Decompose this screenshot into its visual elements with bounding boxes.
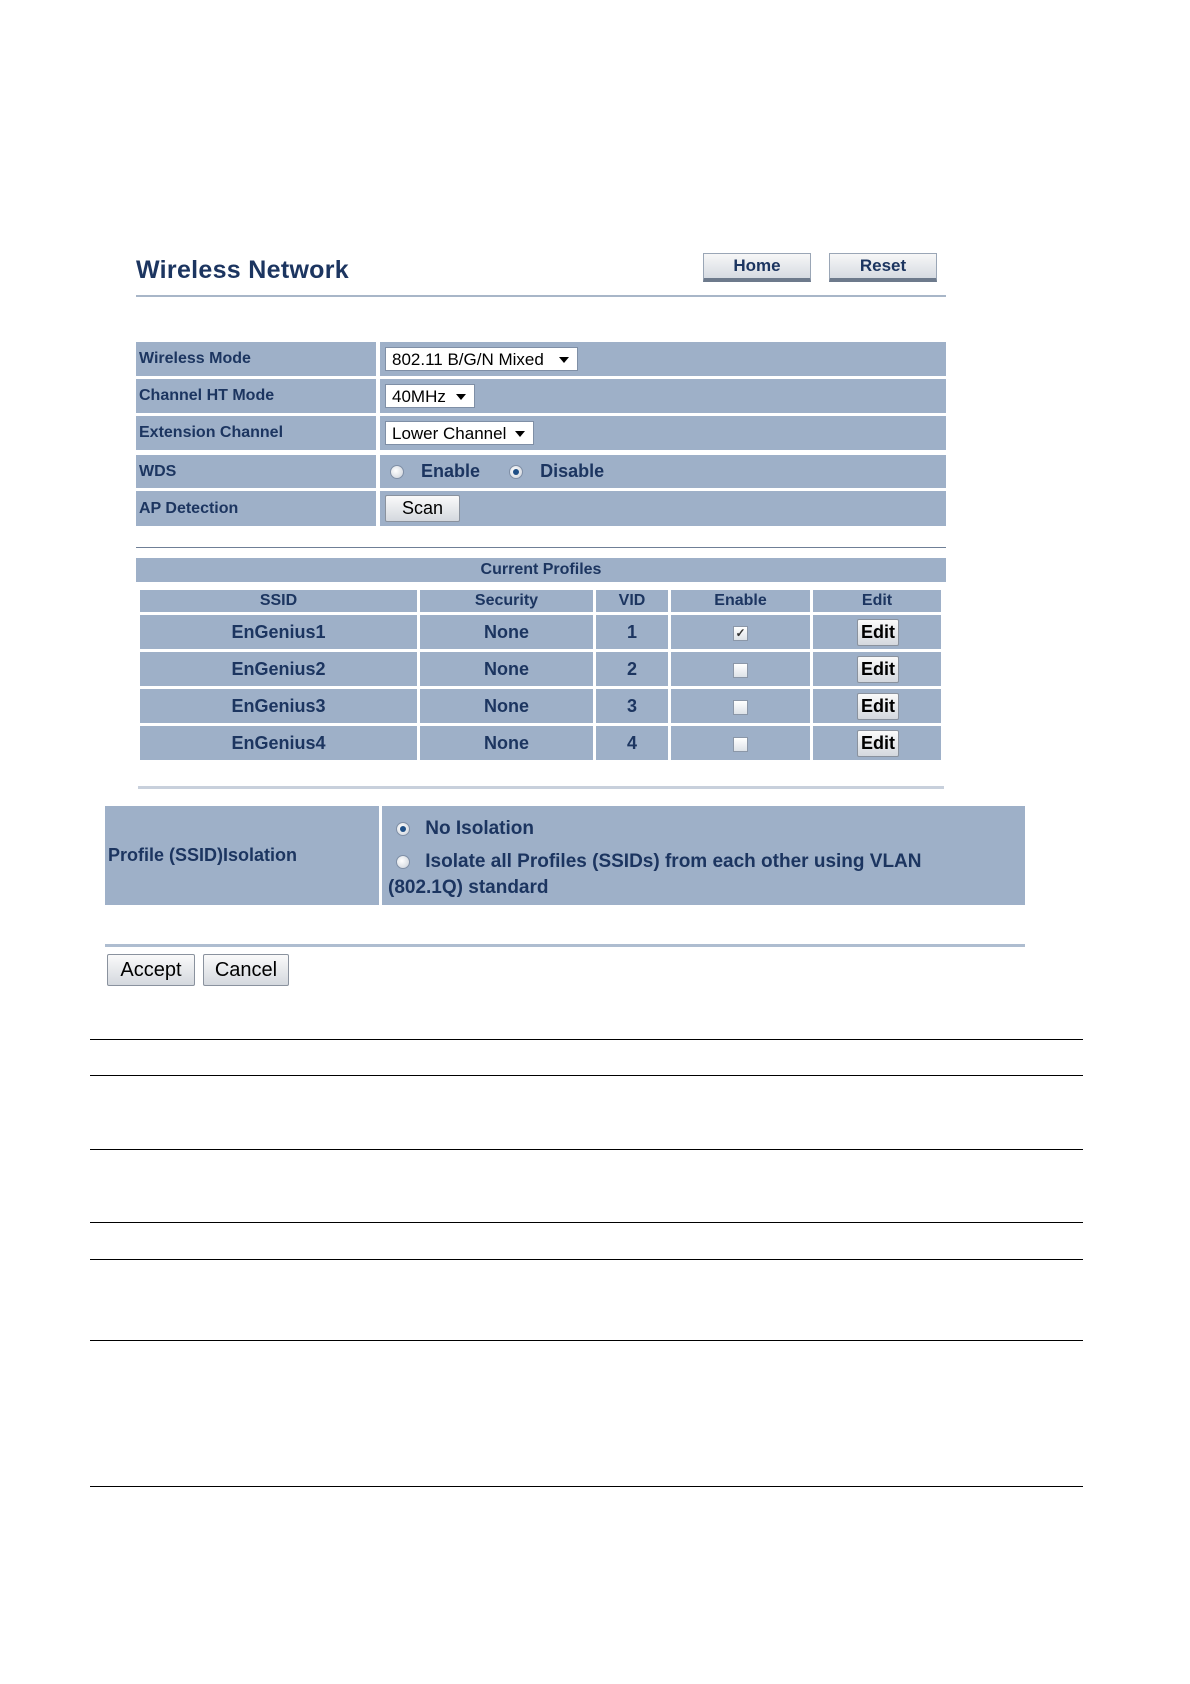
wds-label: WDS: [136, 455, 376, 488]
extension-channel-cell: [380, 416, 946, 450]
wds-enable-radio[interactable]: [390, 465, 404, 479]
ap-detection-label: AP Detection: [136, 491, 376, 526]
profile-vid: 2: [596, 652, 668, 686]
document-rule: [90, 1486, 1083, 1487]
divider: [138, 786, 944, 789]
column-header-ssid: SSID: [140, 590, 417, 612]
profile-ssid: EnGenius4: [140, 726, 417, 760]
profile-edit-cell: [813, 652, 941, 686]
profile-ssid: EnGenius2: [140, 652, 417, 686]
document-rule: [90, 1222, 1083, 1223]
wds-disable-label: Disable: [540, 461, 605, 481]
profile-enable-checkbox[interactable]: [733, 663, 748, 678]
isolation-option-none: [396, 816, 534, 842]
page-title: Wireless Network: [136, 256, 349, 284]
profile-security: None: [420, 689, 593, 723]
profiles-title: Current Profiles: [136, 558, 946, 582]
document-rule: [90, 1149, 1083, 1150]
header-divider: [136, 295, 946, 297]
no-isolation-label: No Isolation: [425, 818, 535, 839]
document-rule: [90, 1340, 1083, 1341]
wireless-mode-cell: [380, 342, 946, 376]
profile-edit-button[interactable]: Edit: [857, 730, 899, 757]
profile-enable-cell: [671, 652, 810, 686]
profile-edit-cell: [813, 726, 941, 760]
profile-enable-checkbox[interactable]: ✓: [733, 626, 748, 641]
isolate-profiles-radio[interactable]: [396, 855, 410, 869]
profile-vid: 4: [596, 726, 668, 760]
profile-ssid: EnGenius3: [140, 689, 417, 723]
document-rule: [90, 1075, 1083, 1076]
wireless-mode-label: Wireless Mode: [136, 342, 376, 376]
chevron-down-icon: [559, 357, 569, 363]
profile-edit-button[interactable]: Edit: [857, 619, 899, 646]
profile-edit-cell: [813, 615, 941, 649]
profile-enable-cell: [671, 689, 810, 723]
column-header-security: Security: [420, 590, 593, 612]
column-header-edit: Edit: [813, 590, 941, 612]
profile-security: None: [420, 652, 593, 686]
isolation-option-vlan: [396, 849, 922, 875]
isolation-label: Profile (SSID)Isolation: [105, 806, 379, 905]
profile-vid: 3: [596, 689, 668, 723]
profile-enable-cell: [671, 615, 810, 649]
isolate-profiles-label-line1: Isolate all Profiles (SSIDs) from each other using VLAN: [425, 851, 922, 872]
no-isolation-radio[interactable]: [396, 822, 410, 836]
profile-security: None: [420, 615, 593, 649]
isolation-options: [382, 806, 1025, 905]
document-rule: [90, 1039, 1083, 1040]
profile-ssid: EnGenius1: [140, 615, 417, 649]
ap-detection-cell: [380, 491, 946, 526]
channel-ht-mode-value: 40MHz: [392, 387, 446, 406]
channel-ht-mode-select[interactable]: [385, 384, 475, 408]
profile-vid: 1: [596, 615, 668, 649]
reset-button[interactable]: Reset: [829, 253, 937, 282]
wds-disable-radio[interactable]: [509, 465, 523, 479]
profile-edit-button[interactable]: Edit: [857, 656, 899, 683]
wds-cell: [380, 455, 946, 488]
profile-enable-cell: [671, 726, 810, 760]
chevron-down-icon: [515, 431, 525, 437]
document-rule: [90, 1259, 1083, 1260]
scan-button[interactable]: Scan: [385, 495, 460, 522]
extension-channel-value: Lower Channel: [392, 424, 507, 443]
column-header-vid: VID: [596, 590, 668, 612]
extension-channel-label: Extension Channel: [136, 416, 376, 450]
chevron-down-icon: [456, 394, 466, 400]
profile-enable-checkbox[interactable]: [733, 700, 748, 715]
wireless-mode-value: 802.11 B/G/N Mixed: [392, 350, 544, 369]
channel-ht-mode-cell: [380, 379, 946, 413]
profile-security: None: [420, 726, 593, 760]
accept-button[interactable]: Accept: [107, 954, 195, 986]
wireless-mode-select[interactable]: [385, 347, 578, 371]
cancel-button[interactable]: Cancel: [203, 954, 289, 986]
profile-edit-button[interactable]: Edit: [857, 693, 899, 720]
channel-ht-mode-label: Channel HT Mode: [136, 379, 376, 413]
extension-channel-select[interactable]: [385, 421, 534, 445]
divider: [136, 547, 946, 548]
profile-edit-cell: [813, 689, 941, 723]
isolate-profiles-label-line2: (802.1Q) standard: [388, 877, 549, 898]
column-header-enable: Enable: [671, 590, 810, 612]
wds-enable-label: Enable: [421, 461, 481, 481]
divider: [105, 944, 1025, 947]
profile-enable-checkbox[interactable]: [733, 737, 748, 752]
home-button[interactable]: Home: [703, 253, 811, 282]
